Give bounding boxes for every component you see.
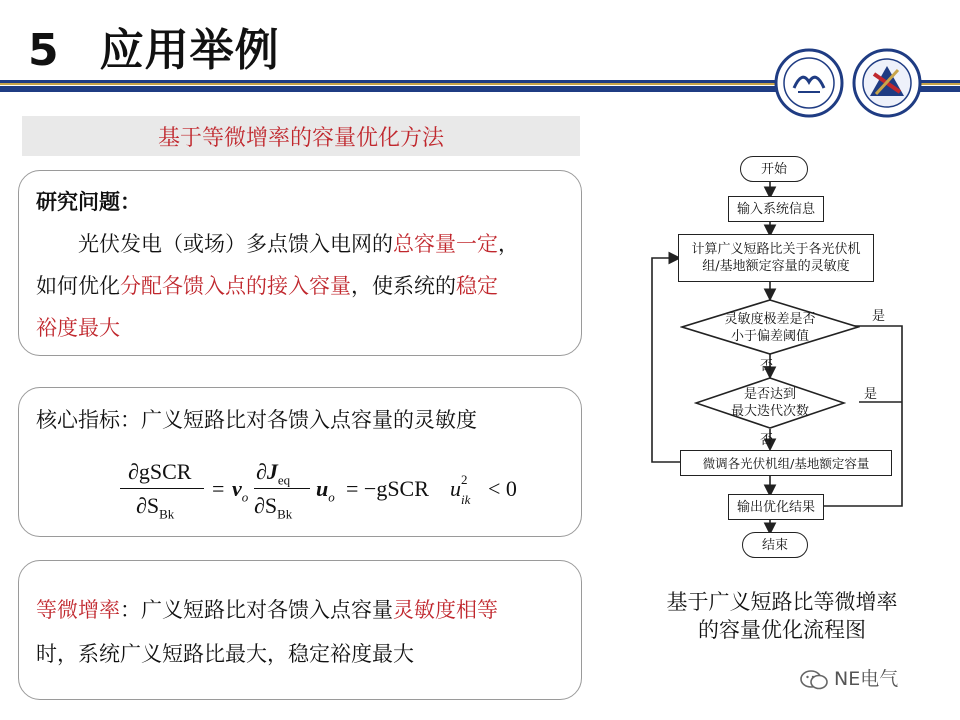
formula-mid-numerator-sub: eq bbox=[277, 472, 291, 488]
research-line-2 bbox=[36, 268, 498, 305]
flow-input: 输入系统信息 bbox=[728, 196, 824, 222]
highlight-equal-sensitivity: 灵敏度相等 bbox=[393, 598, 498, 622]
section-banner: 基于等微增率的容量优化方法 bbox=[22, 116, 580, 156]
metric-label: 核心指标：广义短路比对各馈入点容量的灵敏度 bbox=[36, 408, 477, 432]
flowchart-caption-line-1: 基于广义短路比等微增率 bbox=[666, 590, 898, 614]
wechat-icon bbox=[800, 669, 828, 691]
research-heading: 研究问题： bbox=[36, 190, 141, 214]
formula-lhs-denominator-sub: Bk bbox=[159, 506, 175, 522]
formula-u: u bbox=[316, 476, 329, 501]
formula-equals-2: = −gSCR bbox=[346, 476, 429, 501]
flow-decision-1-text bbox=[724, 311, 816, 345]
formula-u2-sub: ik bbox=[461, 492, 471, 507]
research-line-1 bbox=[78, 226, 519, 263]
highlight-equal-incremental: 等微增率 bbox=[36, 598, 120, 622]
flow-output: 输出优化结果 bbox=[728, 494, 824, 520]
equal-line-1 bbox=[36, 592, 498, 629]
formula-mid-numerator: ∂J bbox=[256, 459, 278, 484]
header-stripe-right bbox=[920, 80, 960, 92]
research-line-1-text: 光伏发电（或场）多点馈入电网的 bbox=[78, 232, 393, 256]
research-line-2-text: 如何优化 bbox=[36, 274, 120, 298]
equal-line-1-text: ：广义短路比对各馈入点容量 bbox=[120, 598, 393, 622]
slide-title-text: 应用举例 bbox=[99, 25, 280, 76]
zju-logo-icon bbox=[774, 48, 844, 118]
formula-less-than: < 0 bbox=[488, 476, 517, 501]
formula-mid-denominator-sub: Bk bbox=[277, 506, 293, 522]
flowchart-caption bbox=[628, 588, 936, 644]
research-line-2-mid: ，使系统的 bbox=[351, 274, 456, 298]
flow-calculate-line-1: 计算广义短路比关于各光伏机 bbox=[691, 242, 861, 257]
research-line-1-punct: ， bbox=[498, 232, 519, 256]
flow-calculate-line-2: 组/基地额定容量的灵敏度 bbox=[702, 259, 850, 274]
flow-start: 开始 bbox=[740, 156, 808, 182]
formula-v: v bbox=[232, 476, 242, 501]
formula-lhs-denominator: ∂S bbox=[136, 493, 160, 518]
fraction-gscr bbox=[120, 457, 204, 527]
research-line-3: 裕度最大 bbox=[36, 316, 120, 340]
sensitivity-formula bbox=[120, 457, 540, 527]
flow-decision-2-line-2: 最大迭代次数 bbox=[730, 404, 809, 419]
formula-mid-denominator: ∂S bbox=[254, 493, 278, 518]
header-stripe bbox=[0, 80, 780, 92]
fraction-jeq bbox=[254, 457, 310, 527]
flow-end: 结束 bbox=[742, 532, 808, 558]
slide-title bbox=[28, 14, 280, 78]
slide-number: 5 bbox=[28, 25, 60, 76]
flow-yes-1: 是 bbox=[872, 309, 886, 324]
highlight-stability: 稳定 bbox=[456, 274, 498, 298]
watermark bbox=[800, 664, 898, 691]
watermark-text: NE电气 bbox=[834, 668, 899, 690]
equal-incremental-card bbox=[18, 560, 582, 700]
flow-decision-2-text bbox=[730, 386, 810, 420]
flow-decision-1-line-1: 灵敏度极差是否 bbox=[724, 312, 816, 327]
formula-v-sub: o bbox=[241, 489, 249, 505]
flow-adjust: 微调各光伏机组/基地额定容量 bbox=[680, 450, 892, 476]
university-logo-icon bbox=[852, 48, 922, 118]
flow-calculate bbox=[678, 234, 874, 282]
flow-no-2: 否 bbox=[760, 433, 774, 448]
flow-no-1: 否 bbox=[760, 359, 774, 374]
flow-decision-2-line-1: 是否达到 bbox=[743, 387, 796, 402]
formula-u-sub: o bbox=[328, 489, 335, 505]
equal-line-2: 时，系统广义短路比最大，稳定裕度最大 bbox=[36, 642, 414, 666]
flowchart-caption-line-2: 的容量优化流程图 bbox=[698, 618, 866, 642]
formula-lhs-numerator: ∂gSCR bbox=[128, 459, 192, 484]
formula-u2: u bbox=[450, 476, 461, 501]
highlight-allocation: 分配各馈入点的接入容量 bbox=[120, 274, 351, 298]
highlight-total-capacity: 总容量一定 bbox=[393, 232, 498, 256]
formula-u2-sup: 2 bbox=[461, 472, 468, 487]
formula-equals-1: = bbox=[212, 476, 225, 501]
flow-decision-1-line-2: 小于偏差阈值 bbox=[730, 329, 809, 344]
flow-yes-2: 是 bbox=[864, 387, 878, 402]
